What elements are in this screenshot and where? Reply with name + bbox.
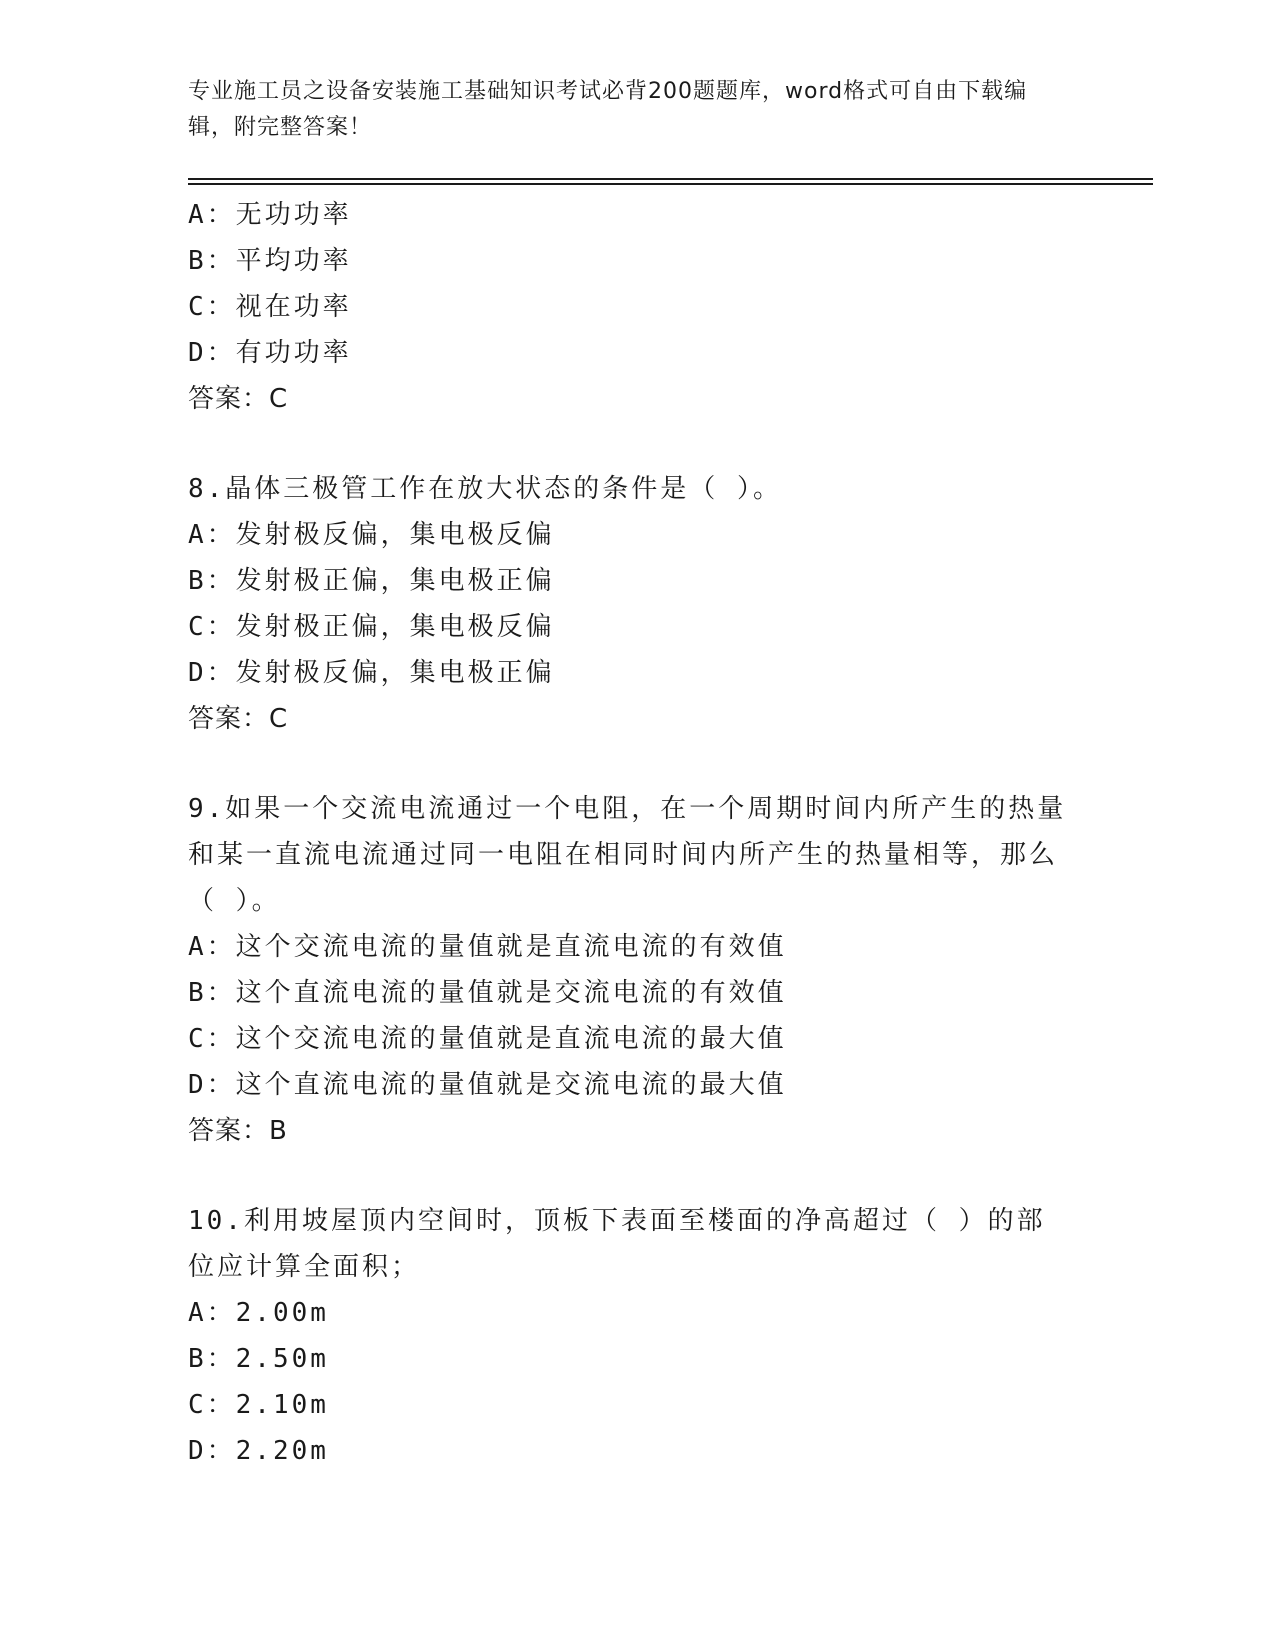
q10-option-a: A：2.00m bbox=[188, 1298, 329, 1328]
q10-option-b: B：2.50m bbox=[188, 1344, 329, 1374]
q10-question: 10.利用坡屋顶内空间时，顶板下表面至楼面的净高超过（ ）的部位应计算全面积； bbox=[188, 1206, 1046, 1282]
question-8-block bbox=[188, 466, 1068, 742]
q8-question: 8.晶体三极管工作在放大状态的条件是（ ）。 bbox=[188, 474, 782, 504]
q9-option-d: D：这个直流电流的量值就是交流电流的最大值 bbox=[188, 1070, 787, 1100]
q7-option-d: D：有功功率 bbox=[188, 338, 352, 368]
q8-answer: 答案：C bbox=[188, 704, 289, 734]
question-10-block bbox=[188, 1198, 1068, 1474]
q8-option-c: C：发射极正偏，集电极反偏 bbox=[188, 612, 555, 642]
q8-option-b: B：发射极正偏，集电极正偏 bbox=[188, 566, 555, 596]
q9-answer: 答案：B bbox=[188, 1116, 288, 1146]
document-header: 专业施工员之设备安装施工基础知识考试必背200题题库，word格式可自由下载编辑，附完整答案！ bbox=[188, 79, 1028, 140]
q7-option-a: A：无功功率 bbox=[188, 200, 352, 230]
q9-option-a: A：这个交流电流的量值就是直流电流的有效值 bbox=[188, 932, 787, 962]
q8-option-d: D：发射极反偏，集电极正偏 bbox=[188, 658, 555, 688]
header-divider-top bbox=[188, 178, 1153, 180]
q9-question: 9.如果一个交流电流通过一个电阻，在一个周期时间内所产生的热量和某一直流电流通过同一电阻在相同时间内所产生的热量相等，那么（ ）。 bbox=[188, 794, 1067, 916]
q9-option-c: C：这个交流电流的量值就是直流电流的最大值 bbox=[188, 1024, 787, 1054]
document-body bbox=[188, 192, 1068, 1474]
q7-answer: 答案：C bbox=[188, 384, 289, 414]
question-7-block bbox=[188, 192, 1068, 422]
q10-option-d: D：2.20m bbox=[188, 1436, 329, 1466]
q9-option-b: B：这个直流电流的量值就是交流电流的有效值 bbox=[188, 978, 787, 1008]
q7-option-c: C：视在功率 bbox=[188, 292, 352, 322]
header-divider-bottom bbox=[188, 183, 1153, 185]
question-9-block bbox=[188, 786, 1068, 1154]
q8-option-a: A：发射极反偏，集电极反偏 bbox=[188, 520, 555, 550]
q7-option-b: B：平均功率 bbox=[188, 246, 352, 276]
q10-option-c: C：2.10m bbox=[188, 1390, 329, 1420]
